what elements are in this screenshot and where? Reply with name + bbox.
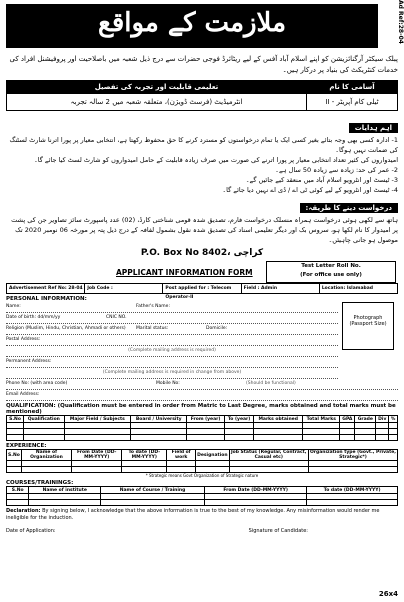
qualification-table: [6, 415, 398, 441]
posts-row: [7, 94, 397, 110]
form-title: APPLICANT INFORMATION FORM: [116, 268, 253, 277]
po-box-number: P.O. Box No 8402: [140, 248, 228, 258]
posts-header-qualification: تعلیمی قابلیت اور تجربہ کی تفصیل: [94, 83, 219, 91]
dob-field[interactable]: Date of birth: dd/mm/yy CNIC NO.: [6, 313, 338, 324]
table-row[interactable]: [7, 467, 398, 473]
apply-text: ہاتھ سے لکھی ہوئی درخواست ہمراہ منسلک درخواست فارم، تصدیق شدہ قومی شناختی کارڈ، (02) عدد پاسپورٹ سائز تصاویر جن کی پشت پر امیدوار کا نام لکھا ہو، سروس بک اور دیگر تعلیمی اسناد کی تصدیق شدہ نقول بشمول لفافہ کے درج ذیل پتہ پر مورخہ 06 نومبر 2020 تک موصول ہو جانی چاہیئں۔: [11, 216, 398, 244]
qualification-heading: QUALIFICATION: (Qualification must be entered in order from Matric to Last Degree, marks obtained and total marks must be mentioned): [6, 403, 396, 415]
postal-field[interactable]: Postal Address:: [6, 335, 338, 346]
ref-location: Location: Islamabad: [321, 286, 373, 291]
instruction-item: امیدواروں کی کثیر تعداد انتخابی معیار پر پورا اترنے کی صورت میں صرف زیادہ قابلیت کے حامل امیدواروں کو شارٹ لسٹ کیا جائے گا۔: [33, 156, 398, 164]
po-box-city: ، کراچی: [227, 248, 264, 258]
permanent-hint: (Complete mailing address is required in change from above): [6, 368, 338, 379]
qualification-header-row: S.No Qualification Major Field / Subjects Board / University From (year) To (year) Marks obtained Total Marks GPA Grade Div %: [7, 416, 398, 423]
posts-header: [7, 81, 397, 94]
courses-heading: COURSES/TRAININGS:: [6, 480, 74, 486]
religion-field[interactable]: Religion (Muslim, Hindu, Christian, Ahmadi or others) Marital status: Domicile:: [6, 324, 338, 335]
apply-heading: درخواست دینے کا طریقہ:: [300, 203, 398, 213]
experience-note: * Strategic means Govt Organization of Strategic nature: [145, 473, 259, 478]
postal-hint: (Complete mailing address is required): [6, 346, 338, 357]
ad-ref: Ad Ref:28-04: [397, 0, 404, 44]
size-tag: 26x4: [378, 590, 398, 598]
form-header: [6, 261, 398, 283]
experience-table: [6, 449, 398, 473]
table-row[interactable]: [7, 435, 398, 441]
candidate-signature[interactable]: Signature of Candidate:: [248, 528, 308, 534]
instructions-heading: اہم ہدایات: [349, 123, 398, 133]
declaration: Declaration: By signing below, I acknowledge that the above information is true to the best of my knowledge. Any misinformation would render me ineligible for the induction.: [6, 508, 380, 521]
photo-label: Photograph: [353, 315, 383, 321]
experience-heading: EXPERIENCE:: [6, 443, 47, 449]
po-box: [6, 248, 398, 258]
instructions-list: [6, 135, 398, 195]
personal-heading: PERSONAL INFORMATION:: [6, 296, 87, 302]
office-use-label: (For office use only): [300, 272, 362, 278]
name-field[interactable]: Name: Father's Name:: [6, 302, 338, 313]
posts-table: [6, 80, 398, 111]
courses-table: [6, 486, 398, 506]
ref-job-code: Job Code :: [85, 284, 163, 293]
phone-field[interactable]: Phone No: (with area code) Mobile No: (Should be functional): [6, 379, 398, 390]
ref-post: Post applied for : Telecom Operator-II: [163, 284, 241, 293]
test-letter-label: Test Letter Roll No.: [301, 263, 361, 269]
photo-sub: (Passport Size): [349, 321, 387, 327]
experience-header-row: S.No Name of Organization From Date (DD-MM-YYYY) To date (DD-MM-YYYY) Field of work Designation Job Status (Regular, Contract, Casual etc) Organization type (Govt., Private, Strategic*): [8, 450, 396, 460]
instruction-item: 4- ٹیسٹ اور انٹرویو کے لیے کوئی ٹی اے / ڈی اے نہیں دیا جائے گا۔: [222, 186, 398, 194]
intro-text: پبلک سیکٹر آرگنائزیشن کو اپنے اسلام آباد آفس کے لیے ریٹائرڈ فوجی حضرات سے درج ذیل شعبہ میں باصلاحیت اور پروفیشنل افراد کی خدمات کنٹریکٹ کی بنیاد پر درکار ہیں۔: [9, 55, 398, 74]
personal-section: [6, 302, 398, 401]
ref-adv: Advertisement Ref No: 28-04: [7, 284, 85, 293]
email-field[interactable]: Email Address:: [6, 390, 398, 401]
instruction-item: 1- ادارہ کسی بھی وجہ بتائے بغیر کسی ایک یا تمام درخواستوں کو مسترد کرنے کا حق محفوظ رکھتا ہے، انتخابی معیار پر پورا اترنا شارٹ لسٹنگ کی ضمانت نہیں ہوگا۔: [9, 136, 398, 154]
instruction-item: 3- ٹیسٹ اور انٹرویو اسلام آباد میں منعقد کیے جائیں گے۔: [245, 176, 398, 184]
test-letter-box: [266, 261, 396, 283]
post-qualification: انٹرمیڈیٹ (فرسٹ ڈویژن)، متعلقہ شعبہ میں 2 سالہ تجربہ: [70, 98, 243, 106]
photo-box: [342, 302, 394, 350]
ref-field: Field : Admin: [242, 284, 320, 293]
instruction-item: 2- عمر کی حد: زیادہ سے زیادہ 50 سال ہے۔: [275, 166, 398, 174]
page-title: ملازمت کے مواقع: [97, 8, 287, 38]
permanent-field[interactable]: Permanent Address:: [6, 357, 338, 368]
table-row[interactable]: [7, 500, 398, 506]
post-name: ٹیلی کام آپریٹر - II: [306, 94, 397, 110]
title-banner: [6, 4, 378, 48]
posts-header-post: آسامی کا نام: [306, 81, 397, 94]
date-of-application[interactable]: Date of Application:: [6, 528, 56, 534]
signature-row: [6, 528, 398, 534]
courses-header-row: S.No Name of institute Name of Course / Training From Date (DD-MM-YYYY) To date (DD-MM-YYYY): [7, 487, 398, 494]
